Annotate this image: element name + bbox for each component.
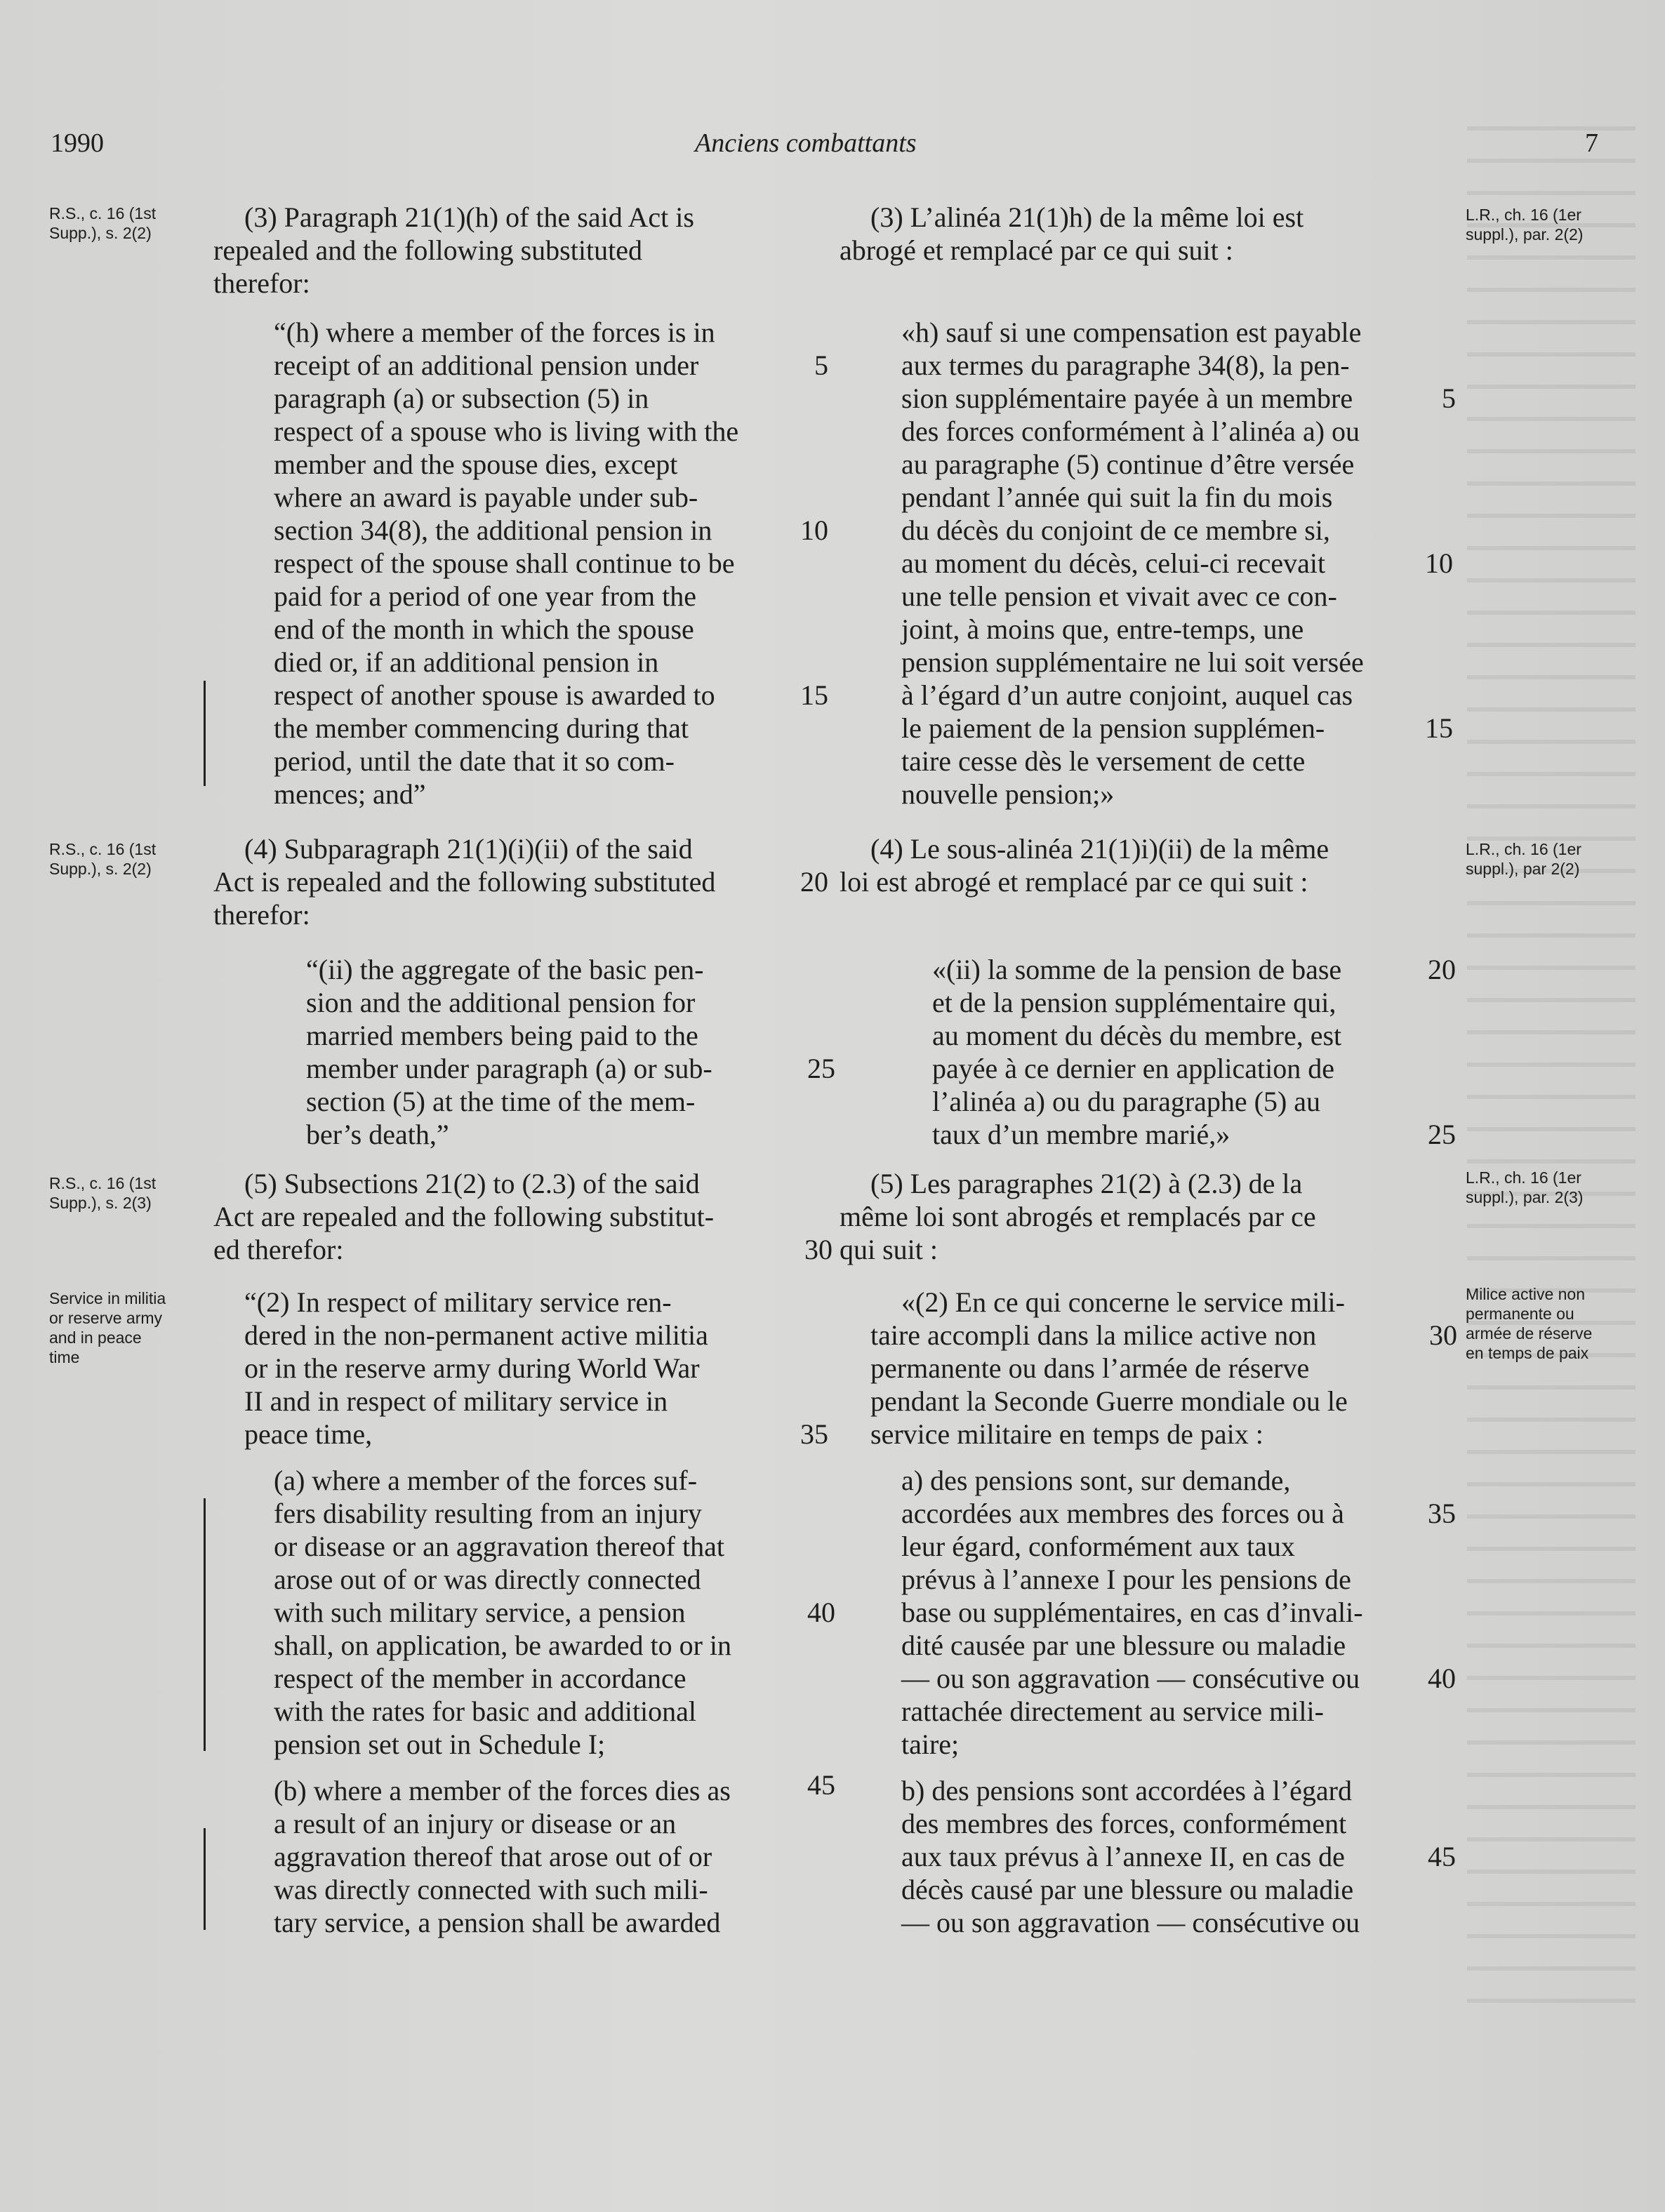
en-line: end of the month in which the spouse <box>274 613 694 645</box>
en-line: section 34(8), the additional pension in <box>274 514 712 546</box>
line-number: 20 <box>1428 954 1456 985</box>
en-line: with such military service, a pension <box>274 1597 686 1628</box>
fr-line: service militaire en temps de paix : <box>870 1418 1263 1450</box>
en-line: repealed and the following substituted <box>213 234 642 266</box>
side-note-en-2: R.S., c. 16 (1st Supp.), s. 2(2) <box>49 840 157 878</box>
fr-line: des membres des forces, conformément <box>901 1808 1347 1839</box>
fr-line: a) des pensions sont, sur demande, <box>901 1465 1291 1496</box>
fr-line: aux termes du paragraphe 34(8), la pen- <box>901 349 1350 381</box>
fr-line: le paiement de la pension supplémen- <box>901 712 1325 744</box>
en-line: fers disability resulting from an injury <box>274 1498 702 1529</box>
en-line: ed therefor: <box>213 1234 344 1265</box>
side-note-fr-4: Milice active non permanente ou armée de réserve en temps de paix <box>1466 1285 1593 1362</box>
page-year: 1990 <box>51 128 104 158</box>
side-note-en-1: R.S., c. 16 (1st Supp.), s. 2(2) <box>49 204 157 242</box>
line-number: 35 <box>1428 1498 1456 1529</box>
en-line: receipt of an additional pension under <box>274 349 699 381</box>
fr-line: taire; <box>901 1728 960 1760</box>
fr-line: pension supplémentaire ne lui soit versée <box>901 646 1364 678</box>
en-line: section (5) at the time of the mem- <box>306 1086 696 1117</box>
side-note-fr-1: L.R., ch. 16 (1er suppl.), par. 2(2) <box>1466 206 1584 244</box>
en-line: Act are repealed and the following substitut- <box>213 1201 715 1232</box>
fr-line: à l’égard d’un autre conjoint, auquel cas <box>901 679 1353 711</box>
line-number: 40 <box>1428 1663 1456 1694</box>
fr-line: dité causée par une blessure ou maladie <box>901 1630 1346 1661</box>
fr-line: (3) L’alinéa 21(1)h) de la même loi est <box>870 201 1304 233</box>
en-line: therefor: <box>213 899 310 931</box>
fr-line: — ou son aggravation — consécutive ou <box>901 1907 1360 1938</box>
en-line: respect of the spouse shall continue to be <box>274 547 735 579</box>
en-line: married members being paid to the <box>306 1020 698 1051</box>
fr-line: payée à ce dernier en application de <box>932 1053 1335 1084</box>
en-line: tary service, a pension shall be awarded <box>274 1907 721 1938</box>
fr-line: au moment du décès, celui-ci recevait <box>901 547 1326 579</box>
fr-line: rattachée directement au service mili- <box>901 1695 1324 1727</box>
fr-line: joint, à moins que, entre-temps, une <box>901 613 1304 645</box>
fr-line: (5) Les paragraphes 21(2) à (2.3) de la <box>870 1168 1303 1199</box>
fr-line: abrogé et remplacé par ce qui suit : <box>840 234 1233 266</box>
en-line: (4) Subparagraph 21(1)(i)(ii) of the said <box>244 833 693 865</box>
line-number: 40 <box>807 1597 835 1628</box>
fr-line: nouvelle pension;» <box>901 778 1115 810</box>
line-number: 15 <box>1425 712 1453 744</box>
en-line: “(ii) the aggregate of the basic pen- <box>306 954 704 985</box>
fr-line: au moment du décès du membre, est <box>932 1020 1342 1051</box>
en-line: pension set out in Schedule I; <box>274 1728 606 1760</box>
fr-line: pendant la Seconde Guerre mondiale ou le <box>870 1385 1348 1417</box>
line-number: 30 <box>804 1234 832 1265</box>
fr-line: et de la pension supplémentaire qui, <box>932 987 1336 1018</box>
fr-line: aux taux prévus à l’annexe II, en cas de <box>901 1841 1345 1872</box>
en-line: dered in the non-permanent active militia <box>244 1319 708 1351</box>
en-line: therefor: <box>213 267 310 299</box>
line-number: 45 <box>1428 1841 1456 1872</box>
fr-line: — ou son aggravation — consécutive ou <box>901 1663 1360 1694</box>
line-number: 20 <box>800 866 828 898</box>
line-number: 10 <box>800 514 828 546</box>
en-line: died or, if an additional pension in <box>274 646 659 678</box>
bleed-through-shadow <box>1467 126 1636 2021</box>
fr-line: l’alinéa a) ou du paragraphe (5) au <box>932 1086 1321 1117</box>
en-line: or in the reserve army during World War <box>244 1352 700 1384</box>
line-number: 45 <box>807 1769 835 1801</box>
en-line: ber’s death,” <box>306 1119 449 1150</box>
fr-line: qui suit : <box>840 1234 938 1265</box>
en-line: was directly connected with such mili- <box>274 1874 708 1905</box>
line-number: 5 <box>1442 382 1456 414</box>
en-line: member under paragraph (a) or sub- <box>306 1053 712 1084</box>
en-line: respect of a spouse who is living with the <box>274 415 739 447</box>
page-number: 7 <box>1585 128 1598 158</box>
change-bar <box>204 1498 206 1751</box>
en-line: aggravation thereof that arose out of or <box>274 1841 712 1872</box>
en-line: “(h) where a member of the forces is in <box>274 317 715 348</box>
fr-line: permanente ou dans l’armée de réserve <box>870 1352 1310 1384</box>
line-number: 35 <box>800 1418 828 1450</box>
en-line: (3) Paragraph 21(1)(h) of the said Act is <box>244 201 694 233</box>
line-number: 25 <box>807 1053 835 1084</box>
fr-line: accordées aux membres des forces ou à <box>901 1498 1344 1529</box>
en-line: (a) where a member of the forces suf- <box>274 1465 698 1496</box>
fr-line: au paragraphe (5) continue d’être versée <box>901 448 1355 480</box>
en-line: the member commencing during that <box>274 712 689 744</box>
en-line: member and the spouse dies, except <box>274 448 678 480</box>
side-note-en-3: R.S., c. 16 (1st Supp.), s. 2(3) <box>49 1174 157 1212</box>
side-note-fr-3: L.R., ch. 16 (1er suppl.), par. 2(3) <box>1466 1168 1584 1206</box>
en-line: sion and the additional pension for <box>306 987 696 1018</box>
en-line: with the rates for basic and additional <box>274 1695 697 1727</box>
en-line: (5) Subsections 21(2) to (2.3) of the said <box>244 1168 700 1199</box>
fr-line: «(2) En ce qui concerne le service mili- <box>901 1286 1345 1318</box>
en-line: arose out of or was directly connected <box>274 1564 701 1595</box>
fr-line: des forces conformément à l’alinéa a) ou <box>901 415 1360 447</box>
fr-line: leur égard, conformément aux taux <box>901 1531 1295 1562</box>
fr-line: loi est abrogé et remplacé par ce qui suit : <box>840 866 1308 898</box>
en-line: II and in respect of military service in <box>244 1385 668 1417</box>
en-line: a result of an injury or disease or an <box>274 1808 677 1839</box>
running-title: Anciens combattants <box>695 128 917 158</box>
fr-line: b) des pensions sont accordées à l’égard <box>901 1775 1352 1806</box>
en-line: period, until the date that it so com- <box>274 745 675 777</box>
en-line: Act is repealed and the following substituted <box>213 866 716 898</box>
fr-line: pendant l’année qui suit la fin du mois <box>901 481 1333 513</box>
en-line: respect of the member in accordance <box>274 1663 686 1694</box>
fr-line: sion supplémentaire payée à un membre <box>901 382 1353 414</box>
en-line: paid for a period of one year from the <box>274 580 696 612</box>
fr-line: base ou supplémentaires, en cas d’invali- <box>901 1597 1363 1628</box>
en-line: mences; and” <box>274 778 426 810</box>
en-line: (b) where a member of the forces dies as <box>274 1775 731 1806</box>
change-bar <box>204 681 206 786</box>
fr-line: une telle pension et vivait avec ce con- <box>901 580 1337 612</box>
en-line: paragraph (a) or subsection (5) in <box>274 382 649 414</box>
fr-line: même loi sont abrogés et remplacés par ce <box>840 1201 1316 1232</box>
side-note-en-4: Service in militia or reserve army and in peace time <box>49 1289 166 1366</box>
fr-line: «(ii) la somme de la pension de base <box>932 954 1342 985</box>
en-line: respect of another spouse is awarded to <box>274 679 715 711</box>
fr-line: taux d’un membre marié,» <box>932 1119 1230 1150</box>
side-note-fr-2: L.R., ch. 16 (1er suppl.), par 2(2) <box>1466 840 1581 878</box>
fr-line: taire cesse dès le versement de cette <box>901 745 1306 777</box>
line-number: 5 <box>814 349 828 381</box>
change-bar <box>204 1828 206 1930</box>
fr-line: «h) sauf si une compensation est payable <box>901 317 1362 348</box>
line-number: 15 <box>800 679 828 711</box>
en-line: “(2) In respect of military service ren- <box>244 1286 672 1318</box>
line-number: 10 <box>1425 547 1453 579</box>
en-line: where an award is payable under sub- <box>274 481 698 513</box>
fr-line: prévus à l’annexe I pour les pensions de <box>901 1564 1351 1595</box>
en-line: or disease or an aggravation thereof that <box>274 1531 724 1562</box>
en-line: peace time, <box>244 1418 373 1450</box>
en-line: shall, on application, be awarded to or in <box>274 1630 732 1661</box>
fr-line: taire accompli dans la milice active non <box>870 1319 1317 1351</box>
line-number: 30 <box>1429 1319 1457 1351</box>
fr-line: du décès du conjoint de ce membre si, <box>901 514 1330 546</box>
line-number: 25 <box>1428 1119 1456 1150</box>
fr-line: décès causé par une blessure ou maladie <box>901 1874 1354 1905</box>
fr-line: (4) Le sous-alinéa 21(1)i)(ii) de la même <box>870 833 1329 865</box>
